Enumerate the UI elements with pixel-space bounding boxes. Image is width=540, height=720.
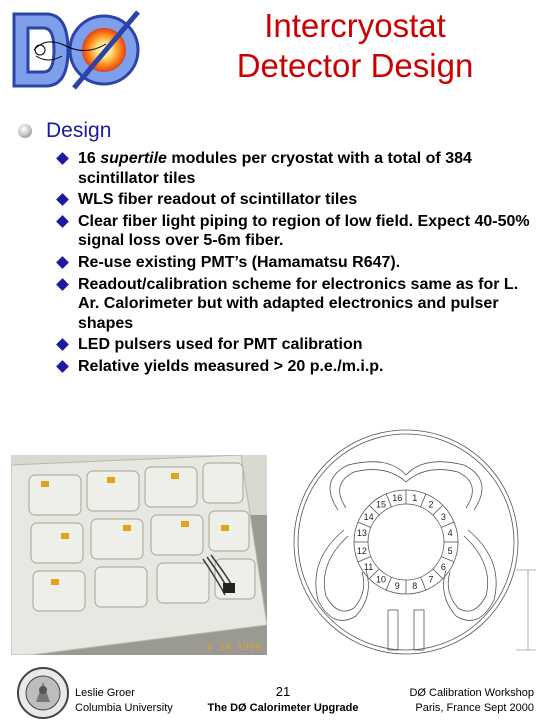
list-item: 16 supertile modules per cryostat with a total of 384 scintillator tiles — [56, 149, 536, 188]
slide-title — [170, 6, 540, 86]
diamond-bullet-icon — [56, 215, 69, 228]
tile-number-label: 8 — [412, 581, 418, 592]
author-affiliation: Columbia University — [75, 702, 173, 714]
tile-divider — [421, 577, 426, 590]
diamond-bullet-icon — [56, 360, 69, 373]
scintillator-photo — [11, 455, 267, 655]
list-item: Re-use existing PMT’s (Hamamatsu R647). — [56, 253, 536, 273]
diamond-bullet-icon — [56, 193, 69, 206]
tile-number-label: 12 — [356, 545, 367, 556]
bullet-list — [56, 149, 536, 379]
event-location: Paris, France Sept 2000 — [415, 702, 534, 714]
event-name: DØ Calibration Workshop — [409, 687, 534, 699]
list-item: LED pulsers used for PMT calibration — [56, 335, 536, 355]
tile-divider — [441, 522, 454, 527]
diamond-bullet-icon — [56, 278, 69, 291]
tile-number-label: 6 — [440, 562, 446, 573]
tile-number-label: 5 — [447, 545, 453, 556]
cryostat-diagram — [278, 420, 540, 660]
list-item: WLS fiber readout of scintillator tiles — [56, 190, 536, 210]
list-item: Clear fiber light piping to region of low field. Expect 40-50% signal loss over 5-6m fiber. — [56, 212, 536, 251]
author-name: Leslie Groer — [75, 687, 135, 699]
footer-event — [364, 686, 534, 716]
tile-number-label: 11 — [363, 562, 374, 573]
list-item: Relative yields measured > 20 p.e./m.i.p. — [56, 357, 536, 377]
diamond-bullet-icon — [56, 152, 69, 165]
photo-date-stamp: 6 24 1999 — [206, 642, 261, 653]
tile-number-label: 7 — [428, 574, 434, 585]
tile-divider — [358, 522, 371, 527]
tile-number-label: 10 — [375, 574, 387, 585]
list-item: Readout/calibration scheme for electronics same as for L. Ar. Calorimeter but with adapted electronics and pulser shapes — [56, 275, 536, 334]
footer-subtitle: The DØ Calorimeter Upgrade — [207, 702, 359, 714]
title-line-2: Detector Design — [236, 47, 474, 84]
d0-logo — [6, 6, 142, 94]
tile-number-label: 2 — [428, 499, 434, 510]
footer-center — [198, 684, 368, 716]
tile-number-label: 13 — [356, 528, 367, 539]
tile-divider — [386, 494, 391, 507]
section-heading: Design — [46, 119, 112, 142]
tile-number-label: 1 — [412, 492, 418, 503]
diamond-bullet-icon — [56, 256, 69, 269]
tile-number-label: 15 — [375, 499, 387, 510]
tile-number-label: 14 — [363, 511, 374, 522]
round-bullet-icon — [18, 124, 32, 138]
section-heading-row — [18, 119, 111, 143]
tile-divider — [386, 577, 391, 590]
diamond-bullet-icon — [56, 338, 69, 351]
page-number: 21 — [275, 684, 291, 699]
university-seal-icon — [16, 666, 70, 720]
footer-author — [75, 686, 173, 716]
title-line-1: Intercryostat — [264, 7, 446, 44]
tile-number-label: 4 — [447, 528, 453, 539]
tile-number-label: 16 — [392, 492, 403, 503]
tile-number-label: 3 — [440, 511, 446, 522]
tile-number-label: 9 — [394, 581, 400, 592]
tile-divider — [421, 494, 426, 507]
